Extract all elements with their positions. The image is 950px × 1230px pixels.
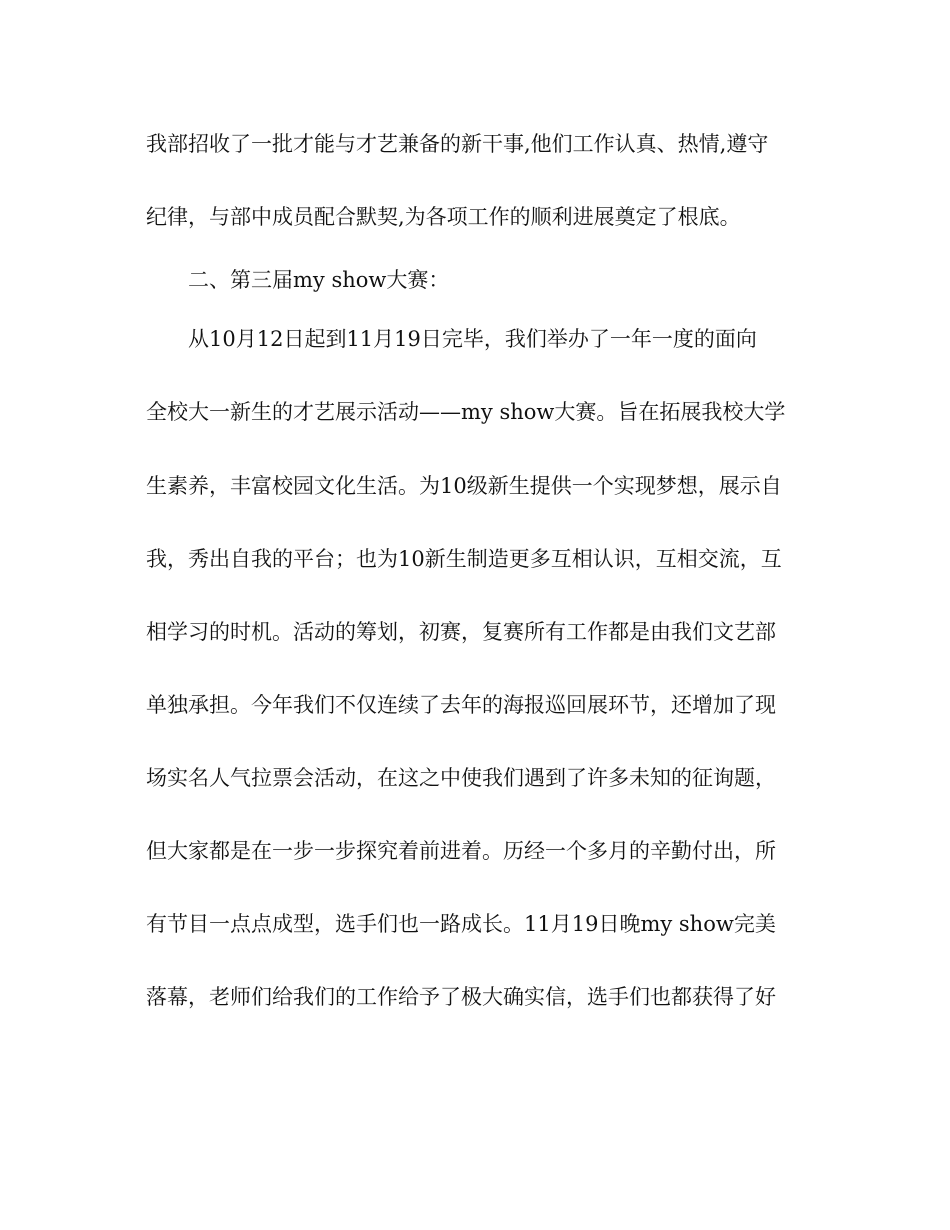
paragraph-line: 我，秀出自我的平台；也为10新生制造更多互相认识，互相交流，互 (146, 547, 782, 571)
paragraph-line: 从10月12日起到11月19日完毕，我们举办了一年一度的面向 (188, 327, 757, 351)
paragraph-line: 我部招收了一批才能与才艺兼备的新干事,他们工作认真、热情,遵守 (146, 132, 769, 156)
paragraph-line: 单独承担。今年我们不仅连续了去年的海报巡回展环节，还增加了现 (146, 693, 776, 717)
paragraph-line: 相学习的时机。活动的筹划，初赛，复赛所有工作都是由我们文艺部 (146, 620, 776, 644)
section-heading: 二、第三届my show大赛： (188, 268, 450, 292)
paragraph-line: 场实名人气拉票会活动，在这之中使我们遇到了许多未知的征询题， (146, 766, 776, 790)
paragraph-line: 纪律，与部中成员配合默契,为各项工作的顺利进展奠定了根底。 (146, 205, 741, 229)
paragraph-line: 全校大一新生的才艺展示活动——my show大赛。旨在拓展我校大学 (146, 400, 786, 424)
paragraph-line: 有节目一点点成型，选手们也一路成长。11月19日晚my show完美 (146, 912, 776, 936)
paragraph-line: 但大家都是在一步一步探究着前进着。历经一个多月的辛勤付出，所 (146, 839, 776, 863)
paragraph-line: 生素养，丰富校园文化生活。为10级新生提供一个实现梦想，展示自 (146, 474, 782, 498)
paragraph-line: 落幕，老师们给我们的工作给予了极大确实信，选手们也都获得了好 (146, 985, 776, 1009)
